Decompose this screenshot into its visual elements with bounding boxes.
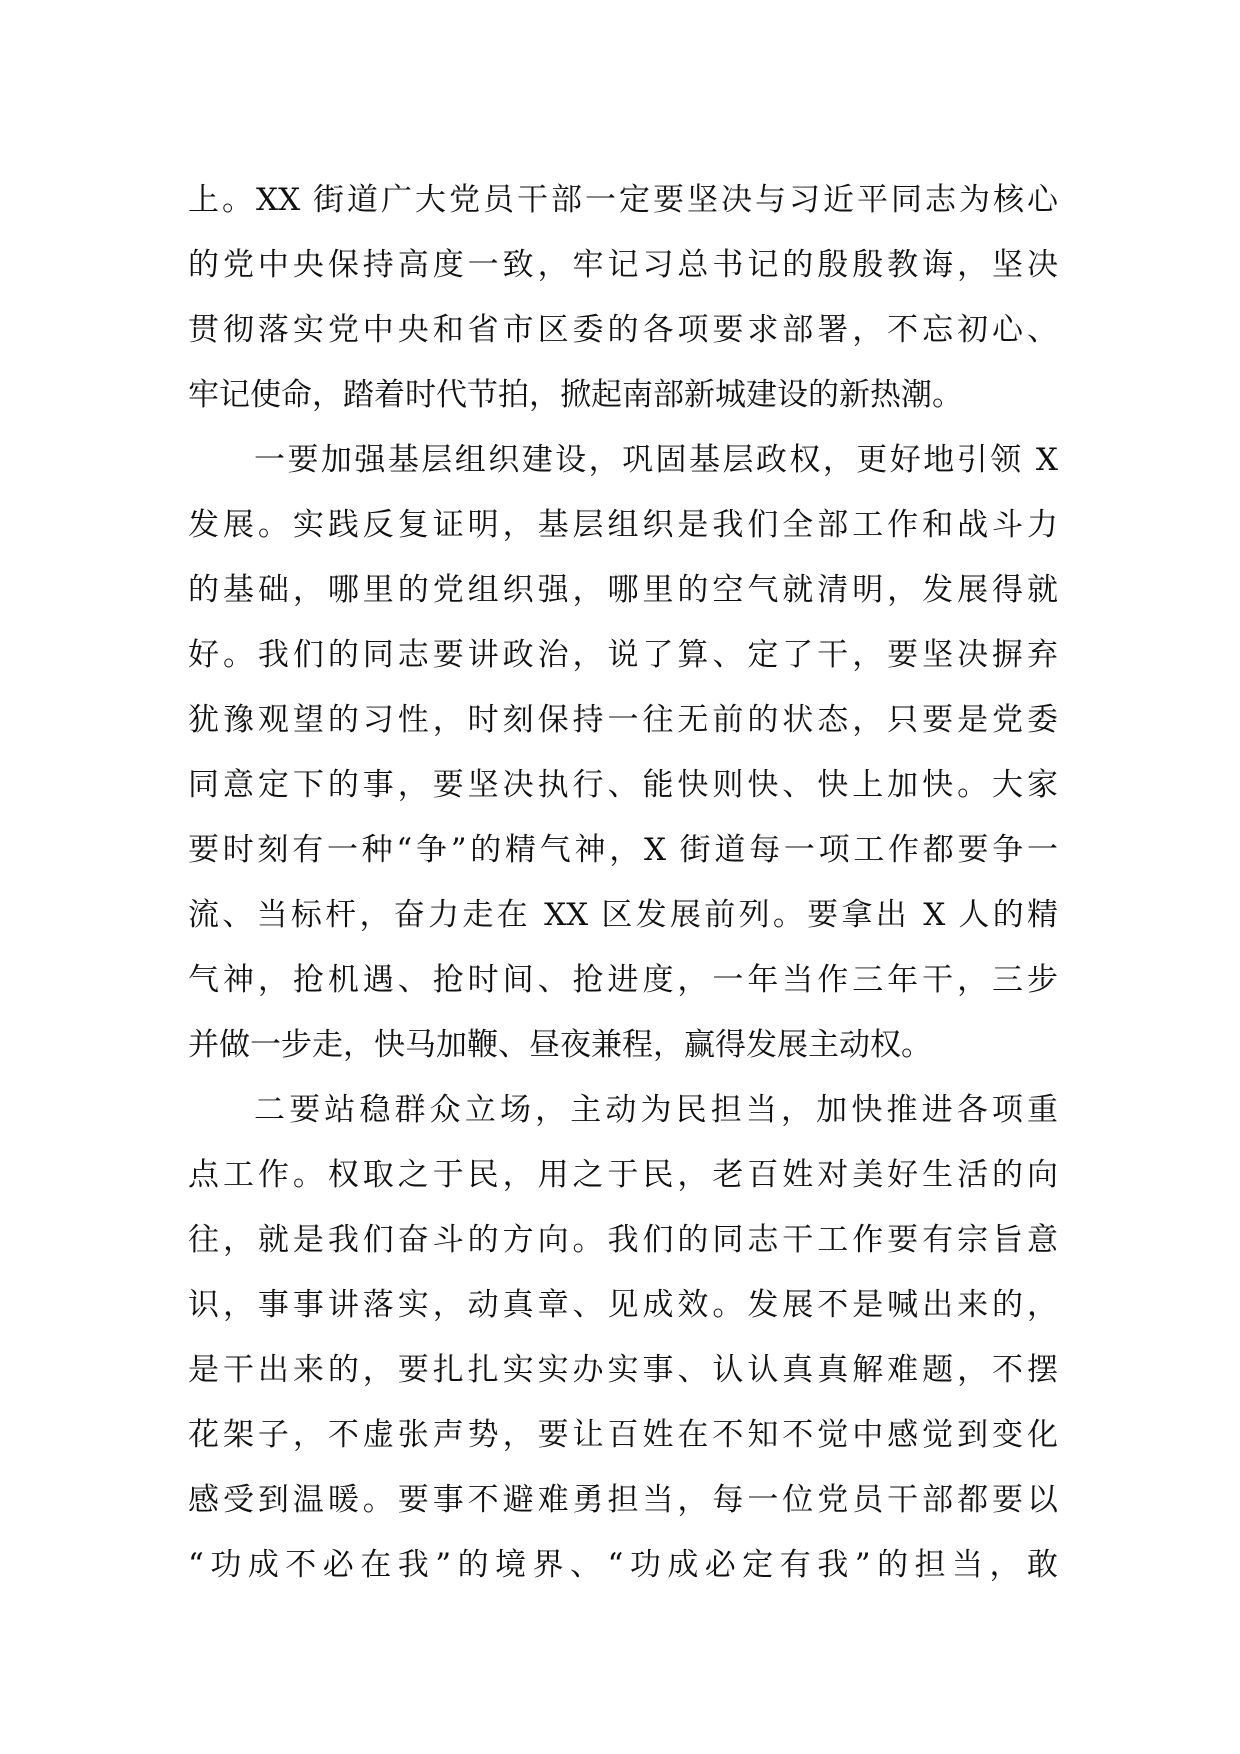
text-line: 识，事事讲落实，动真章、见成效。发展不是喊出来的， xyxy=(188,1287,1058,1323)
text-line: 一要加强基层组织建设，巩固基层政权，更好地引领 X xyxy=(254,442,1058,478)
text-line: 的基础，哪里的党组织强，哪里的空气就清明，发展得就 xyxy=(188,572,1058,608)
text-line: “功成不必在我”的境界、“功成必定有我”的担当，敢 xyxy=(188,1547,1058,1583)
text-line: 并做一步走，快马加鞭、昼夜兼程，赢得发展主动权。 xyxy=(188,1027,932,1063)
text-line: 花架子，不虚张声势，要让百姓在不知不觉中感觉到变化 xyxy=(188,1417,1058,1453)
text-line: 感受到温暖。要事不避难勇担当，每一位党员干部都要以 xyxy=(188,1482,1058,1518)
body-text xyxy=(188,168,1058,1598)
text-line: 犹豫观望的习性，时刻保持一往无前的状态，只要是党委 xyxy=(188,702,1058,738)
text-line: 同意定下的事，要坚决执行、能快则快、快上加快。大家 xyxy=(188,767,1058,803)
text-line: 的党中央保持高度一致，牢记习总书记的殷殷教诲，坚决 xyxy=(188,247,1058,283)
text-line: 贯彻落实党中央和省市区委的各项要求部署，不忘初心、 xyxy=(188,312,1058,348)
text-line: 气神，抢机遇、抢时间、抢进度，一年当作三年干，三步 xyxy=(188,962,1058,998)
text-line: 往，就是我们奋斗的方向。我们的同志干工作要有宗旨意 xyxy=(188,1222,1058,1258)
text-line: 是干出来的，要扎扎实实办实事、认认真真解难题，不摆 xyxy=(188,1352,1058,1388)
text-line: 点工作。权取之于民，用之于民，老百姓对美好生活的向 xyxy=(188,1157,1058,1193)
text-line: 好。我们的同志要讲政治，说了算、定了干，要坚决摒弃 xyxy=(188,637,1058,673)
text-line: 要时刻有一种“争”的精气神，X 街道每一项工作都要争一 xyxy=(188,832,1058,868)
text-line: 二要站稳群众立场，主动为民担当，加快推进各项重 xyxy=(254,1092,1058,1128)
text-line: 发展。实践反复证明，基层组织是我们全部工作和战斗力 xyxy=(188,507,1058,543)
text-line: 牢记使命，踏着时代节拍，掀起南部新城建设的新热潮。 xyxy=(188,377,963,413)
text-line: 流、当标杆，奋力走在 XX 区发展前列。要拿出 X 人的精 xyxy=(188,897,1058,933)
text-line: 上。XX 街道广大党员干部一定要坚决与习近平同志为核心 xyxy=(188,182,1058,218)
